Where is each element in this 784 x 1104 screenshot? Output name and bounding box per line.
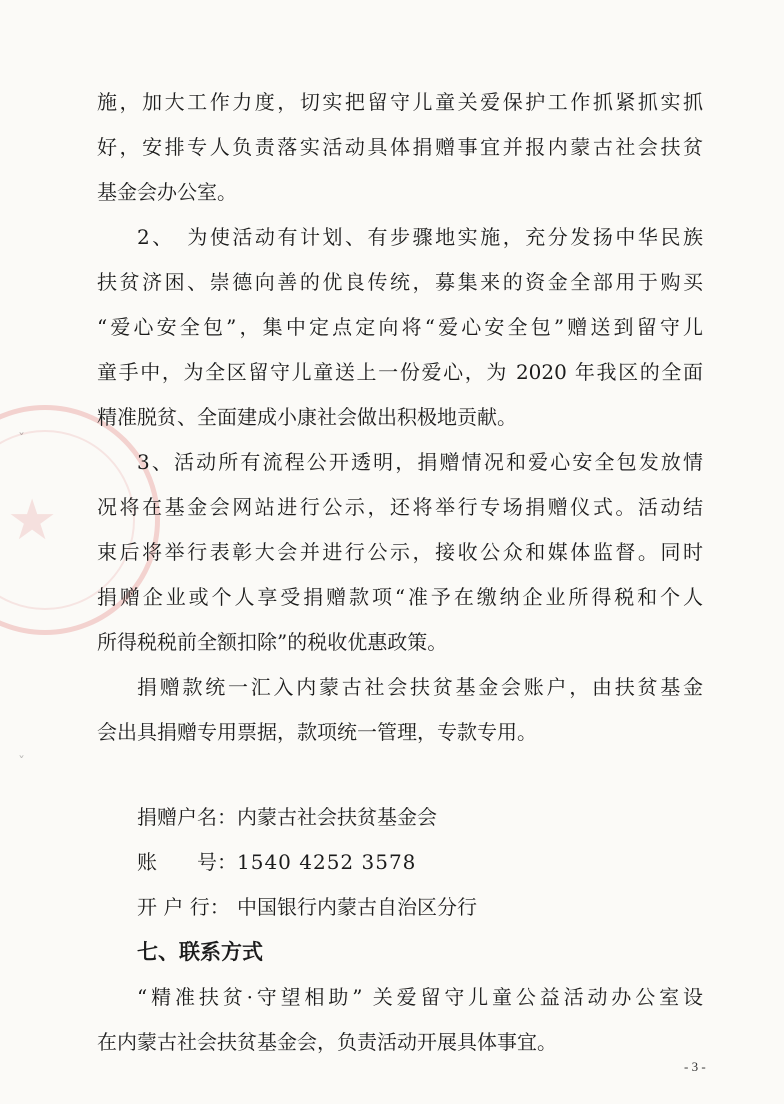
bank-label: 开 户 行： [137, 895, 230, 919]
bank-value: 中国银行内蒙古自治区分行 [237, 895, 477, 919]
account-number-value: 1540 4252 3578 [237, 850, 417, 874]
paragraph-line: 基金会办公室。 [97, 180, 237, 204]
paragraph-line: 2、 为使活动有计划、有步骤地实施，充分发扬中华民族 [137, 225, 703, 249]
margin-mark: ˇ [18, 432, 25, 448]
contact-line: “精准扶贫·守望相助” 关爱留守儿童公益活动办公室设 [137, 985, 703, 1009]
margin-mark: ˇ [18, 755, 25, 771]
account-number-label: 账 号： [137, 850, 237, 874]
section-heading: 七、联系方式 [137, 939, 263, 964]
contact-line: 在内蒙古社会扶贫基金会，负责活动开展具体事宜。 [97, 1030, 557, 1054]
paragraph-line: 捐赠款统一汇入内蒙古社会扶贫基金会账户，由扶贫基金 [137, 675, 703, 699]
page-number: - 3 - [684, 1059, 706, 1074]
paragraph-line: 童手中，为全区留守儿童送上一份爱心，为 2020 年我区的全面 [97, 360, 703, 384]
seal-star-icon: ★ [7, 488, 58, 553]
paragraph-line: 精准脱贫、全面建成小康社会做出积极地贡献。 [97, 405, 517, 429]
paragraph-line: 况将在基金会网站进行公示，还将举行专场捐赠仪式。活动结 [97, 495, 703, 519]
paragraph-line: 会出具捐赠专用票据，款项统一管理，专款专用。 [97, 720, 537, 744]
paragraph-line: “爱心安全包”，集中定点定向将“爱心安全包”赠送到留守儿 [97, 315, 703, 339]
paragraph-line: 扶贫济困、崇德向善的优良传统，募集来的资金全部用于购买 [97, 270, 703, 294]
paragraph-line: 3、活动所有流程公开透明，捐赠情况和爱心安全包发放情 [137, 450, 703, 474]
paragraph-line: 束后将举行表彰大会并进行公示，接收公众和媒体监督。同时 [97, 540, 703, 564]
paragraph-line: 所得税税前全额扣除”的税收优惠政策。 [97, 630, 448, 654]
paragraph-line: 施，加大工作力度，切实把留守儿童关爱保护工作抓紧抓实抓 [97, 90, 703, 114]
donation-account-name-label: 捐赠户名： [137, 805, 237, 829]
paragraph-line: 捐赠企业或个人享受捐赠款项“准予在缴纳企业所得税和个人 [97, 585, 703, 609]
paragraph-line: 好，安排专人负责落实活动具体捐赠事宜并报内蒙古社会扶贫 [97, 135, 703, 159]
donation-account-name-value: 内蒙古社会扶贫基金会 [237, 805, 437, 829]
